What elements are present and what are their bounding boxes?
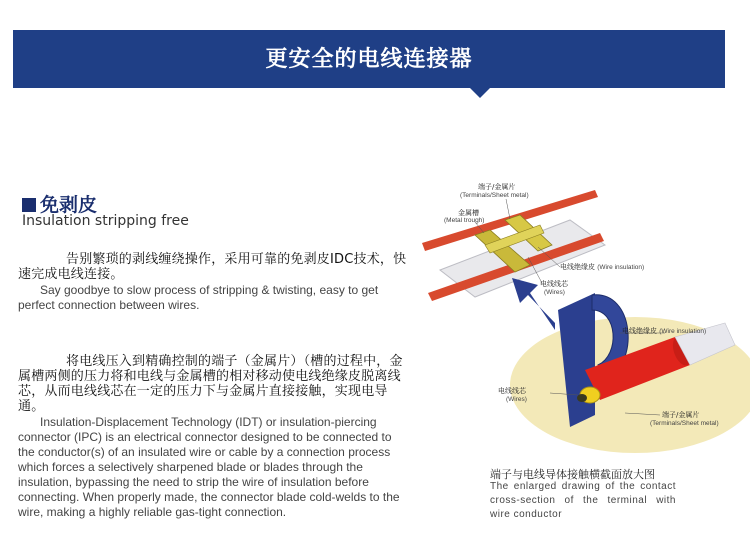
label-wires-cn: 电线线芯 <box>540 280 568 288</box>
label-wires2-cn: 电线线芯 <box>498 387 526 395</box>
label-trough-cn: 金属槽 <box>458 209 479 217</box>
section-title-text: 免剥皮 <box>40 194 98 216</box>
label-terminals2-cn: 端子/金属片 <box>662 411 700 419</box>
diagram-caption-cn: 端子与电线导体接触横截面放大图 <box>490 468 655 481</box>
banner-notch <box>470 88 490 98</box>
label-terminals2-en: (Terminals/Sheet metal) <box>650 420 719 427</box>
square-bullet-icon <box>22 198 36 212</box>
paragraph1-cn: 告别繁琐的剥线缠绕操作，采用可靠的免剥皮IDC技术，快速完成电线连接。 <box>18 252 407 282</box>
paragraph2-en: Insulation-Displacement Technology (IDT) or insulation-piercing connector (IPC) is an electrical connector designed to be connected to the conductor(s) of an insulated wire or cable by a connection process which forces a selectively sharpened blade or blades through the insulation, bypassing the need to strip the wire of insulation before connecting. When properly made, the connector blade cold-welds to the wire, making a highly reliable gas-tight connection. <box>18 415 400 519</box>
label-trough-en: (Metal trough) <box>444 217 485 224</box>
label-terminals-en: (Terminals/Sheet metal) <box>460 192 529 199</box>
idc-diagram <box>420 175 750 460</box>
label-insulation-cn: 电线绝缘皮 (Wire insulation) <box>560 263 645 271</box>
label-insulation2: 电线绝缘皮 (Wire insulation) <box>622 327 707 335</box>
paragraph1-en: Say goodbye to slow process of stripping & twisting, easy to get perfect connection between wires. <box>18 283 379 312</box>
header-banner <box>13 30 725 88</box>
label-wires2-en: (Wires) <box>506 396 527 403</box>
banner-title: 更安全的电线连接器 <box>265 46 473 72</box>
section-subtitle: Insulation stripping free <box>22 213 189 229</box>
label-terminals-cn: 端子/金属片 <box>478 183 516 191</box>
wire-core-end <box>577 394 587 402</box>
paragraph2-cn: 将电线压入到精确控制的端子（金属片）（槽的过程中，金属槽两侧的压力将和电线与金属槽的相对移动使电线绝缘皮脱离线芯，从而电线线芯在一定的压力下与金属片直接接触，实现电导通。 <box>18 354 403 414</box>
diagram-caption-en: The enlarged drawing of the contact cross-section of the terminal with wire conductor <box>490 481 676 520</box>
label-wires-en: (Wires) <box>544 289 565 296</box>
